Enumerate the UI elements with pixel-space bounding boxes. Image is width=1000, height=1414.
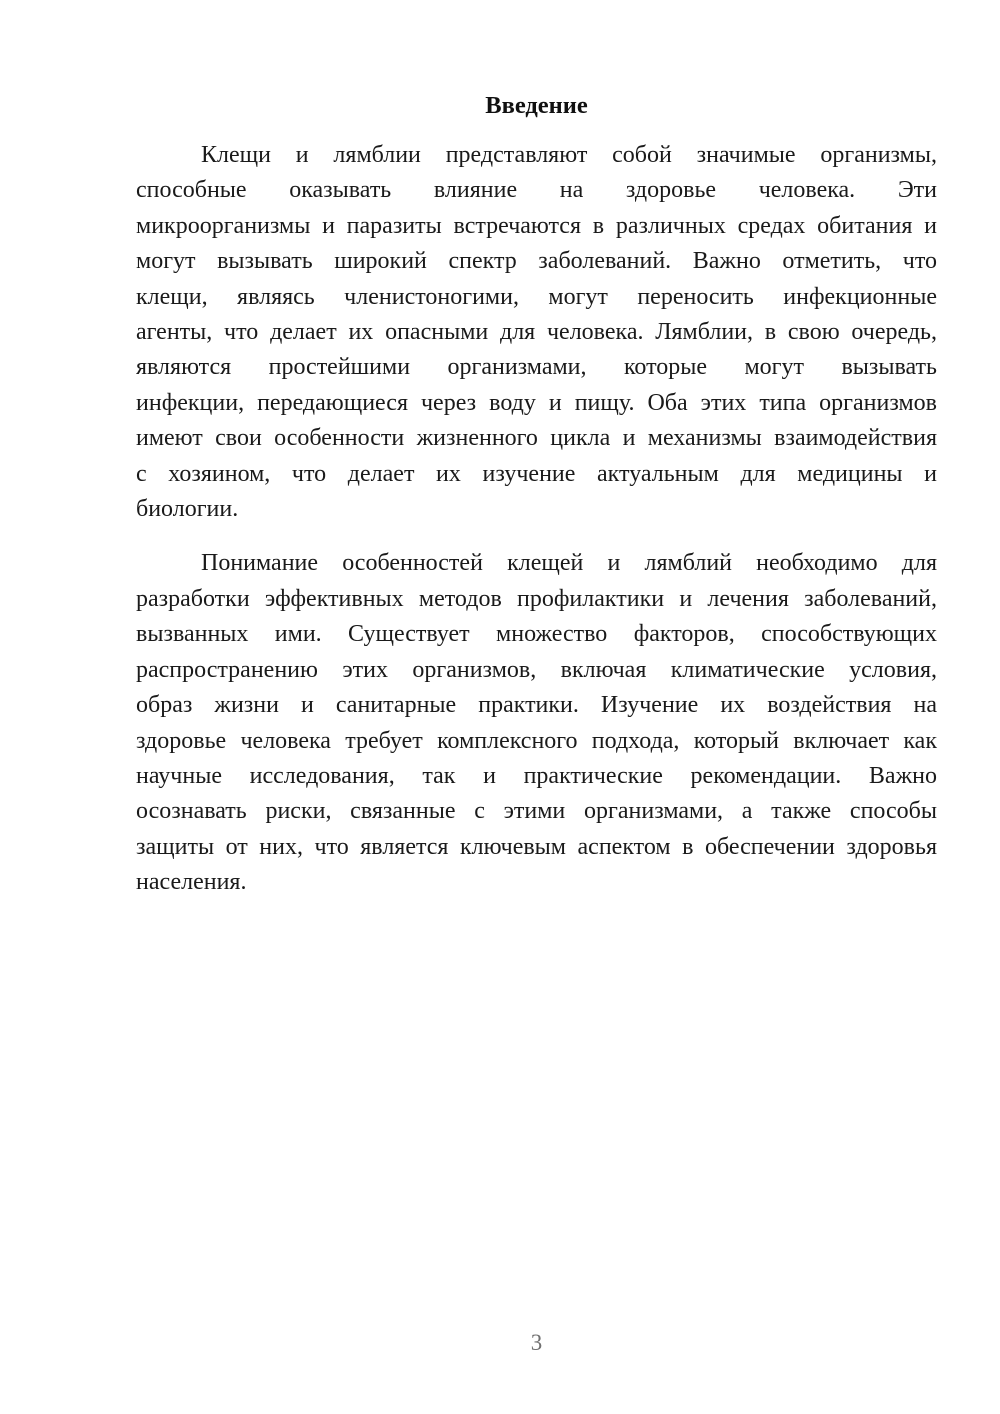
paragraph-line: разработки эффективных методов профилактики и лечения заболеваний, [136,585,937,612]
paragraph-line: имеют свои особенности жизненного цикла и механизмы взаимодействия [136,425,937,452]
paragraph-line: Понимание особенностей клещей и лямблий необходимо для [201,550,937,577]
paragraph-line: научные исследования, так и практические рекомендации. Важно [136,762,937,789]
paragraph-line: являются простейшими организмами, которые могут вызывать [136,354,937,381]
paragraph-line: инфекции, передающиеся через воду и пищу. Оба этих типа организмов [136,389,937,416]
page-content [136,88,937,901]
paragraph-intro-1 [136,138,937,527]
paragraph-line: способные оказывать влияние на здоровье человека. Эти [136,177,937,204]
page-number: 3 [530,1330,543,1355]
paragraph-line: клещи, являясь членистоногими, могут переносить инфекционные [136,283,937,310]
paragraph-line: осознавать риски, связанные с этими организмами, а также способы [136,798,937,825]
paragraph-line: вызванных ими. Существует множество факторов, способствующих [136,621,937,648]
paragraph-line: здоровье человека требует комплексного подхода, который включает как [136,727,937,754]
paragraph-line: микроорганизмы и паразиты встречаются в различных средах обитания и [136,212,937,239]
paragraph-line: населения. [136,869,247,896]
paragraph-line: с хозяином, что делает их изучение актуальным для медицины и [136,460,937,487]
paragraph-line: защиты от них, что является ключевым аспектом в обеспечении здоровья [136,833,937,860]
paragraph-line: образ жизни и санитарные практики. Изучение их воздействия на [136,692,937,719]
paragraph-line: распространению этих организмов, включая климатические условия, [136,656,937,683]
paragraph-line: Клещи и лямблии представляют собой значимые организмы, [201,142,937,168]
page-title: Введение [485,92,588,119]
paragraph-line: могут вызывать широкий спектр заболеваний. Важно отметить, что [136,248,937,275]
paragraph-intro-2 [136,546,937,900]
paragraph-line: агенты, что делает их опасными для человека. Лямблии, в свою очередь, [136,319,937,346]
paragraph-line: биологии. [136,496,239,523]
